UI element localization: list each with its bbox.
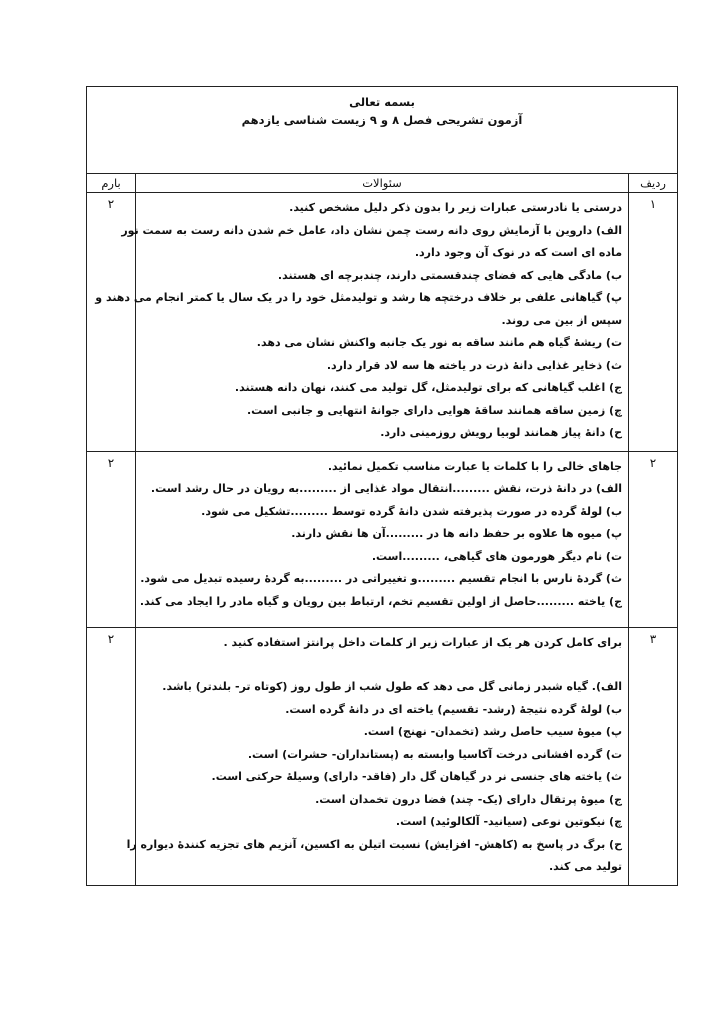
column-header-row: ردیف: [629, 174, 678, 193]
question-score: ۲: [87, 451, 136, 627]
question-line: پ) گیاهانی علفی بر خلاف درختچه ها رشد و تولیدمثل خود را در یک سال یا کمتر انجام می دهند و: [95, 291, 623, 304]
question-line: برای کامل کردن هر یک از عبارات زیر از کلمات داخل پرانتز استفاده کنید .: [223, 635, 623, 649]
question-text: [95, 193, 629, 452]
question-line: درستی یا نادرستی عبارات زیر را بدون ذکر دلیل مشخص کنید.: [289, 201, 623, 214]
question-line: الف) داروین با آزمایش روی دانه رست چمن نشان داد، عامل خم شدن دانه رست به سمت نور: [121, 223, 623, 237]
question-score: ۲: [87, 193, 136, 452]
blank-line: [142, 654, 622, 676]
question-line: جاهای خالی را با کلمات یا عبارت مناسب تکمیل نمائید.: [327, 459, 623, 473]
question-line: ح) برگ در پاسخ به (کاهش- افزایش) نسبت اتیلن به اکسین، آنزیم های تجزیه کنندهٔ دیواره را: [126, 837, 623, 851]
question-text: [126, 627, 629, 885]
exam-table: [86, 86, 678, 886]
question-line: الف) در دانهٔ ذرت، نقش .........انتقال مواد غذایی از .........به رویان در حال رشد است.: [150, 482, 623, 495]
exam-title: آزمون تشریحی فصل ۸ و ۹ زیست شناسی یازدهم: [241, 113, 523, 127]
question-text: [136, 451, 629, 627]
basmala-heading: بسمه تعالی: [349, 95, 415, 109]
question-line: پ) میوه ها علاوه بر حفظ دانه ها در .........آن ها نقش دارند.: [291, 527, 623, 540]
question-line: ت) گرده افشانی درخت آکاسیا وابسته به (پستانداران- حشرات) است.: [247, 747, 623, 761]
question-line: الف). گیاه شبدر زمانی گل می دهد که طول شب از طول روز (کوتاه تر- بلندتر) باشد.: [162, 680, 623, 693]
question-number: ۳: [629, 627, 678, 885]
question-line: ث) گردهٔ نارس با انجام تقسیم .........و تغییراتی در .........به گردهٔ رسیده تبدیل می شود.: [140, 572, 623, 585]
question-line: ب) مادگی هایی که فضای چندقسمتی دارند، چندبرچه ای هستند.: [277, 268, 623, 282]
question-number: ۱: [629, 193, 678, 452]
question-line: ب) لولهٔ گرده نتیجهٔ (رشد- تقسیم) یاخته ای در دانهٔ گرده است.: [285, 702, 623, 716]
column-header-questions: سئوالات: [136, 174, 629, 193]
question-line: تولید می کند.: [548, 860, 623, 873]
question-row: [87, 627, 678, 885]
question-line: ت) ریشهٔ گیاه هم مانند ساقه به نور یک جانبه واکنش نشان می دهد.: [256, 336, 623, 349]
question-score: ۲: [87, 627, 136, 885]
question-number: ۲: [629, 451, 678, 627]
question-row: [87, 193, 678, 452]
question-line: ج) یاخته .........حاصل از اولین تقسیم تخم، ارتباط بین رویان و گیاه مادر را ایجاد می کند.: [139, 594, 623, 608]
question-line: ث) ذخایر غذایی دانهٔ ذرت در یاخته ها سه لاد قرار دارد.: [326, 358, 623, 372]
question-line: پ) میوهٔ سیب حاصل رشد (تخمدان- نهنج) است.: [363, 725, 623, 738]
question-line: ح) دانهٔ پیاز همانند لوبیا رویش روزمینی دارد.: [380, 426, 623, 439]
question-line: ث) یاخته های جنسی نر در گیاهان گل دار (فاقد- دارای) وسیلهٔ حرکتی است.: [211, 770, 623, 783]
question-line: ت) نام دیگر هورمون های گیاهی، .........است.: [371, 549, 623, 563]
column-header-score: بارم: [87, 174, 136, 193]
question-line: چ) نیکوتین نوعی (سیانید- آلکالوئید) است.: [395, 815, 623, 828]
question-line: ب) لولهٔ گرده در صورت پذیرفته شدن دانهٔ گرده توسط .........تشکیل می شود.: [201, 504, 623, 518]
exam-header: [87, 87, 678, 174]
question-row: [87, 451, 678, 627]
question-line: ج) میوهٔ پرتقال دارای (یک- چند) فضا درون تخمدان است.: [315, 792, 623, 806]
question-line: سپس از بین می روند.: [501, 313, 623, 327]
question-line: ماده ای است که در نوک آن وجود دارد.: [414, 246, 623, 259]
question-line: ج) اغلب گیاهانی که برای تولیدمثل، گل تولید می کنند، نهان دانه هستند.: [234, 381, 623, 394]
question-line: چ) زمین ساقه همانند ساقهٔ هوایی دارای جوانهٔ انتهایی و جانبی است.: [247, 403, 623, 417]
